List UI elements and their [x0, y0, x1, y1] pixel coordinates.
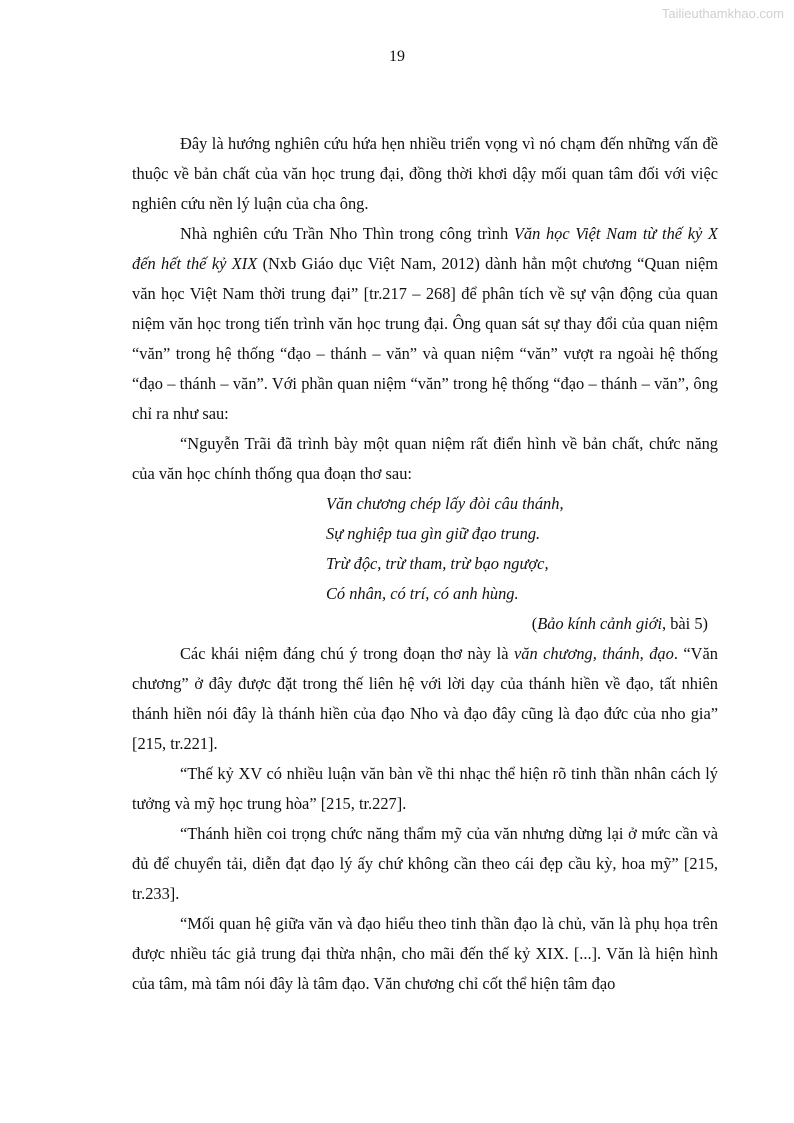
poem-source [132, 609, 718, 639]
paragraph-4 [132, 639, 718, 759]
poem-line: Trừ độc, trừ tham, trừ bạo ngược, [326, 554, 549, 573]
poem-source-open: ( [531, 614, 538, 633]
page-number: 19 [389, 48, 405, 65]
poem-line: Sự nghiệp tua gìn giữ đạo trung. [326, 524, 541, 543]
paragraph-4-text-a: Các khái niệm đáng chú ý trong đoạn thơ này là [180, 644, 514, 663]
page-body [132, 129, 718, 999]
paragraph-5: “Thế kỷ XV có nhiều luận văn bàn về thi nhạc thể hiện rõ tinh thần nhân cách lý tưởng và mỹ học trung hòa” [215, tr.227]. [132, 764, 718, 813]
book-title: Văn học Việt Nam từ thế kỷ X đến hết thế kỷ XIX [132, 224, 718, 273]
paragraph-6: “Thánh hiền coi trọng chức năng thẩm mỹ của văn nhưng dừng lại ở mức cần và đủ để chuyển tải, diễn đạt đạo lý ấy chứ không cần theo cái đẹp cầu kỳ, hoa mỹ” [215, tr.233]. [132, 824, 718, 903]
paragraph-1: Đây là hướng nghiên cứu hứa hẹn nhiều triển vọng vì nó chạm đến những vấn đề thuộc về bản chất của văn học trung đại, đồng thời khơi dậy mối quan tâm đối với việc nghiên cứu nền lý luận của cha ông. [132, 134, 718, 213]
key-terms: văn chương, thánh, đạo [514, 644, 674, 663]
poem [326, 489, 718, 609]
paragraph-2 [132, 219, 718, 429]
paragraph-7: “Mối quan hệ giữa văn và đạo hiểu theo tinh thần đạo là chủ, văn là phụ họa trên được nhiều tác giả trung đại thừa nhận, cho mãi đến thế kỷ XIX. [...]. Văn là hiện hình của tâm, mà tâm nói đây là tâm đạo. Văn chương chỉ cốt thể hiện tâm đạo [132, 914, 718, 993]
watermark: Tailieuthamkhao.com [661, 6, 784, 21]
poem-source-title: Bảo kính cảnh giới [537, 614, 663, 633]
poem-source-rest: , bài 5) [662, 614, 708, 633]
poem-line: Có nhân, có trí, có anh hùng. [326, 584, 519, 603]
paragraph-3: “Nguyễn Trãi đã trình bày một quan niệm rất điển hình về bản chất, chức năng của văn học chính thống qua đoạn thơ sau: [132, 434, 718, 483]
paragraph-4-text-b: . “Văn chương” ở đây được đặt trong thế liên hệ với lời dạy của thánh hiền về đạo, tất nhiên thánh hiền nói đây là thánh hiền của đạo Nho và đạo đây cũng là đạo đức của nho gia” [215, tr.221]. [132, 644, 718, 753]
paragraph-2-text-b: (Nxb Giáo dục Việt Nam, 2012) dành hẳn một chương “Quan niệm văn học Việt Nam thời trung đại” [tr.217 – 268] để phân tích về sự vận động của quan niệm văn học trong tiến trình văn học trung đại. Ông quan sát sự thay đổi của quan niệm “văn” trong hệ thống “đạo – thánh – văn” và quan niệm “văn” vượt ra ngoài hệ thống “đạo – thánh – văn”. Với phần quan niệm “văn” trong hệ thống “đạo – thánh – văn”, ông chỉ ra như sau: [132, 254, 718, 423]
poem-line: Văn chương chép lấy đòi câu thánh, [326, 494, 564, 513]
paragraph-2-text-a: Nhà nghiên cứu Trần Nho Thìn trong công trình [180, 224, 514, 243]
